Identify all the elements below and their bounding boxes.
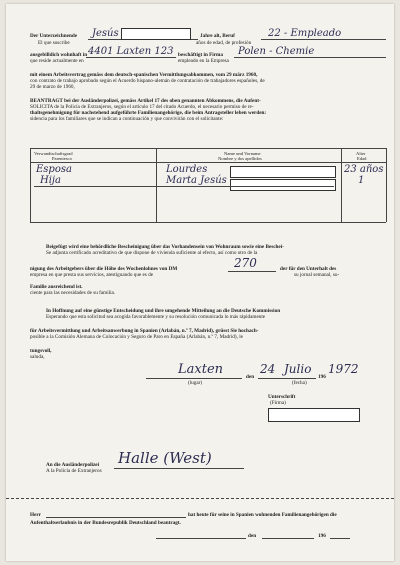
date-underline: [258, 378, 316, 379]
row-ruling: [34, 186, 334, 187]
bottom-place-underline: [156, 538, 246, 539]
greeting-es: saluda,: [30, 354, 45, 360]
col-age-es: Edad: [357, 156, 367, 161]
police-label-es: A la Policía de Extranjeros: [46, 468, 102, 474]
request-text-es-2: sidencia para los familiares que se indican a continuación y que convivirán con el solicitante:: [30, 116, 224, 122]
handwritten-police-city: Halle (West): [118, 449, 212, 467]
table-top-border: [30, 148, 386, 149]
table-right-border: [386, 148, 387, 222]
handwritten-address: 4401 Laxten 123: [88, 46, 174, 57]
label-employed-de: beschäftigt in Firma: [178, 52, 223, 58]
contract-text-es-1: con contrato de trabajo aprobado según el Acuerdo hispano-alemán de contratación de trabajadores españoles, de: [30, 78, 265, 84]
wage-text-es-1: empresa en que presta sus servicios, atestiguando que es de: [30, 272, 154, 278]
bottom-year-underline: [330, 538, 350, 539]
date-label: (fecha): [292, 380, 307, 386]
place-underline: [146, 378, 242, 379]
wage-text-de-2: der für den Unterhalt des: [280, 266, 337, 272]
handwritten-place: Laxten: [178, 362, 224, 377]
handwritten-day: 24: [260, 362, 276, 376]
label-resident-es: que reside actualmente en: [30, 58, 84, 64]
cut-line: [6, 498, 394, 499]
bottom-year: 196: [318, 533, 326, 539]
col-relation-es: Parentesco: [52, 156, 72, 161]
handwritten-first-name: Jesús: [92, 28, 119, 39]
row-name: Marta Jesús: [166, 175, 227, 186]
contract-text-de: mit einem Arbeitsvertrag gemäss dem deutsch-spanischen Vermittlungsabkommen, vom 29 märz 1960,: [30, 72, 258, 78]
company-underline: [234, 57, 386, 58]
label-resident-de: ausgebilldich wohnhaft in: [30, 52, 88, 58]
wage-text-es-2: su jornal semanal, su-: [294, 272, 340, 278]
label-undersigned-de: Der Unterzeichnende: [30, 33, 78, 39]
handwritten-weekly-wage: 270: [234, 256, 257, 270]
certificate-text-es: Se adjunta certificado acreditativo de que dispone de vivienda suficiente al efecto, así como otro de la: [46, 250, 258, 256]
handwritten-year: 1972: [328, 362, 359, 376]
redacted-surname-row-2: [230, 179, 336, 191]
address-underline: [86, 57, 176, 58]
col-relation-de: Verwandtschaftsgrad: [34, 151, 73, 156]
signature-label-es: (Firma): [270, 400, 286, 406]
hope-text-de: In Hoffnung auf eine günstige Entscheidung und ihre umgehende Mitteilung an die Deutsche Kommission: [46, 308, 281, 314]
place-label: (lugar): [188, 380, 203, 386]
label-undersigned-es: El que suscribe: [38, 40, 70, 46]
profession-underline: [261, 39, 386, 40]
labor-text-de: für Arbeitsvermittlung und Arbeitsanwerbung in Spanien (Arlabán, n.º 7, Madrid), grüsst Sie hochach-: [30, 328, 259, 334]
bottom-herr: Herr: [30, 512, 41, 518]
wage-underline: [228, 271, 276, 272]
table-col-divider-1: [156, 148, 157, 222]
redacted-surname: [121, 28, 191, 40]
labor-text-es: posible a la Comisión Alemana de Colocación y Seguro de Paro en España (Arlabán, n.º 7, Madrid), le: [30, 334, 243, 340]
row-relation: Esposa: [36, 164, 72, 175]
date-den: den: [246, 374, 255, 380]
handwritten-company: Polen - Chemie: [238, 46, 315, 57]
contract-text-es-2: 29 de marzo de 1960,: [30, 84, 75, 90]
bottom-date-underline: [262, 538, 314, 539]
redacted-surname-row-1: [230, 166, 336, 178]
request-text-de-2: thaltsgenehmigung für nachstehend aufgeführte Familienangehörige, die beim Antragsteller leben werden:: [30, 110, 267, 116]
col-age-de: Alter: [356, 151, 366, 156]
col-name-es: Nombre y dos apellidos: [218, 156, 262, 161]
label-years-es: años de edad, de profesión: [196, 40, 252, 46]
bottom-text-de-1: hat heute für seine in Spanien wohnenden Familienangehörigen die: [188, 512, 337, 518]
label-years-de: Jahre alt, Beruf: [200, 33, 235, 39]
row-age: 1: [358, 175, 365, 186]
year-prefix: 196: [318, 374, 326, 380]
row-age: 23 años: [344, 164, 384, 175]
handwritten-month: Julio: [284, 362, 312, 376]
redacted-signature: [268, 408, 360, 422]
row-relation: Hija: [40, 175, 61, 186]
family-sufficient-de: Familie ausreichend ist.: [30, 284, 83, 290]
table-header-border: [30, 162, 386, 163]
hope-text-es: Esperando que esta solicitud sea acogida favorablemente y su resolución comunicada lo más rápidamente: [46, 314, 266, 320]
table-bottom-border: [30, 222, 386, 223]
table-left-border: [30, 148, 31, 222]
bottom-den: den: [248, 533, 257, 539]
family-sufficient-es: ciente para las necesidades de su familia.: [30, 290, 116, 296]
certificate-text-de: Beigefügt wird eine behördliche Bescheinigung über das Vorhandensein von Wohnraum sowie eine Beschei-: [46, 244, 284, 250]
request-text-es: SOLICITA de la Policía de Extranjeros, según el artículo 17 del citado Acuerdo, el necesario permiso de re-: [30, 104, 254, 110]
police-city-underline: [114, 468, 244, 469]
col-name-de: Name und Vorname: [224, 151, 261, 156]
table-col-divider-2: [341, 148, 342, 222]
bottom-name-underline: [46, 517, 186, 518]
greeting-de: tungsvoll,: [30, 348, 52, 354]
signature-label-de: Unterschrift: [268, 394, 296, 400]
bottom-text-de-2: Aufenthaltserlaubnis in der Bundesrepublik Deutschland beantragt.: [30, 520, 181, 526]
wage-text-de-1: nigung des Arbeitgebers über die Höhe des Wochenlohnes von DM: [30, 266, 178, 272]
label-employed-es: empleado en la Empresa: [178, 58, 229, 64]
request-text-de: BEANTRAGT bei der Ausländerpolizei, gemäss Artikel 17 des oben genannten Abkommens, die Aufent-: [30, 98, 261, 104]
row-name: Lourdes: [166, 164, 208, 175]
police-label-de: An die Ausländerpolizei: [46, 462, 100, 468]
application-form-page: [6, 4, 394, 561]
handwritten-age-profession: 22 - Empleado: [268, 28, 342, 39]
